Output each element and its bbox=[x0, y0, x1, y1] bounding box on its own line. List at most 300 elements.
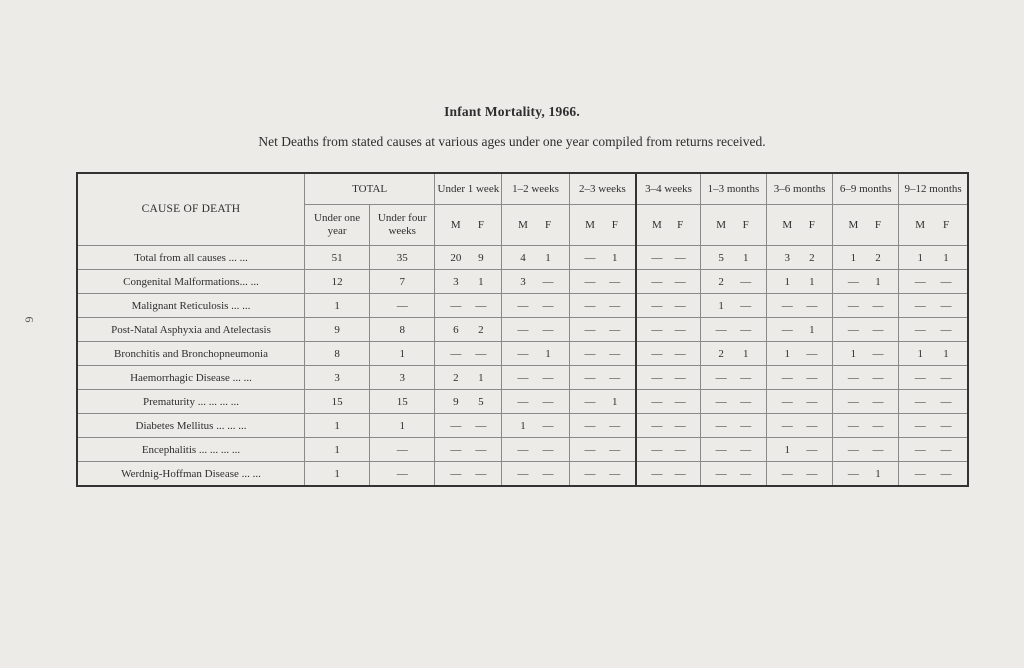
age-group-cell bbox=[636, 438, 700, 462]
age-group-cell bbox=[502, 438, 569, 462]
male-value: — bbox=[781, 323, 793, 336]
female-value: — bbox=[609, 443, 621, 456]
male-value: — bbox=[450, 419, 462, 432]
under-one-year-cell: 1 bbox=[305, 414, 370, 438]
age-group-cell bbox=[502, 414, 569, 438]
age-group-cell bbox=[899, 414, 968, 438]
age-group-cell bbox=[833, 246, 899, 270]
under-one-year-cell: 1 bbox=[305, 438, 370, 462]
under-one-year-cell: 12 bbox=[305, 270, 370, 294]
age-group-cell bbox=[700, 366, 766, 390]
male-value: — bbox=[651, 443, 663, 456]
under-four-weeks-cell: 1 bbox=[370, 414, 435, 438]
male-value: — bbox=[847, 419, 859, 432]
female-value: — bbox=[542, 443, 554, 456]
male-value: 20 bbox=[450, 251, 462, 264]
age-group-header: 2–3 weeks bbox=[569, 173, 636, 205]
male-value: 1 bbox=[784, 443, 791, 456]
female-value: 1 bbox=[943, 347, 949, 360]
female-value: — bbox=[609, 467, 621, 480]
age-group-cell bbox=[435, 270, 502, 294]
female-value: — bbox=[542, 323, 554, 336]
age-group-header: 1–3 months bbox=[700, 173, 766, 205]
female-value: — bbox=[806, 443, 818, 456]
male-value: — bbox=[651, 371, 663, 384]
male-value: 9 bbox=[453, 395, 459, 408]
table-row bbox=[77, 414, 968, 438]
female-value: 1 bbox=[875, 467, 881, 480]
female-value: — bbox=[806, 371, 818, 384]
age-group-cell bbox=[636, 390, 700, 414]
female-value: — bbox=[674, 299, 686, 312]
male-value: — bbox=[715, 323, 727, 336]
male-value: — bbox=[847, 467, 859, 480]
male-value: — bbox=[715, 371, 727, 384]
female-value: — bbox=[740, 299, 752, 312]
female-value: 1 bbox=[612, 395, 618, 408]
male-value: — bbox=[517, 371, 529, 384]
age-group-cell bbox=[435, 414, 502, 438]
male-value: — bbox=[584, 347, 596, 360]
total-header: TOTAL bbox=[305, 173, 435, 205]
male-value: 1 bbox=[784, 275, 791, 288]
female-value: 1 bbox=[612, 251, 618, 264]
female-value: 1 bbox=[545, 251, 551, 264]
female-value: — bbox=[674, 395, 686, 408]
male-header: M bbox=[518, 218, 528, 231]
male-value: 3 bbox=[453, 275, 459, 288]
sex-header-pair bbox=[502, 205, 569, 246]
female-value: 1 bbox=[809, 275, 815, 288]
female-value: 2 bbox=[875, 251, 881, 264]
male-value: — bbox=[914, 419, 926, 432]
age-group-cell bbox=[766, 390, 832, 414]
age-group-cell bbox=[833, 390, 899, 414]
female-value: — bbox=[674, 467, 686, 480]
female-value: — bbox=[475, 419, 487, 432]
under-four-weeks-cell: 35 bbox=[370, 246, 435, 270]
male-value: — bbox=[584, 419, 596, 432]
female-value: 1 bbox=[545, 347, 551, 360]
male-value: — bbox=[651, 395, 663, 408]
age-group-header: 3–6 months bbox=[766, 173, 832, 205]
male-value: — bbox=[584, 395, 596, 408]
under-one-year-cell: 9 bbox=[305, 318, 370, 342]
age-group-cell bbox=[766, 270, 832, 294]
under-four-weeks-cell: 8 bbox=[370, 318, 435, 342]
male-value: 1 bbox=[850, 251, 857, 264]
age-group-cell bbox=[833, 414, 899, 438]
under-four-weeks-cell: 15 bbox=[370, 390, 435, 414]
age-group-cell bbox=[766, 342, 832, 366]
female-value: 1 bbox=[742, 251, 749, 264]
male-value: — bbox=[517, 443, 529, 456]
age-group-cell bbox=[502, 270, 569, 294]
male-value: — bbox=[914, 299, 926, 312]
cause-of-death-header: CAUSE OF DEATH bbox=[77, 173, 305, 246]
under-four-weeks-cell: 1 bbox=[370, 342, 435, 366]
female-value: — bbox=[940, 275, 952, 288]
sex-header-pair bbox=[833, 205, 899, 246]
age-group-cell bbox=[435, 366, 502, 390]
page-number: 6 bbox=[22, 316, 37, 323]
age-group-cell bbox=[766, 366, 832, 390]
male-value: — bbox=[584, 299, 596, 312]
sex-header-pair bbox=[435, 205, 502, 246]
age-group-header: 3–4 weeks bbox=[636, 173, 700, 205]
female-value: 1 bbox=[478, 371, 484, 384]
male-value: — bbox=[715, 443, 727, 456]
male-value: — bbox=[847, 275, 859, 288]
age-group-cell bbox=[636, 414, 700, 438]
male-value: — bbox=[914, 467, 926, 480]
female-value: — bbox=[475, 467, 487, 480]
female-value: 1 bbox=[478, 275, 484, 288]
female-value: — bbox=[609, 347, 621, 360]
age-group-cell bbox=[569, 438, 636, 462]
cause-cell: Bronchitis and Bronchopneumonia bbox=[77, 342, 305, 366]
female-header: F bbox=[544, 218, 552, 231]
male-value: — bbox=[781, 419, 793, 432]
female-value: — bbox=[740, 443, 752, 456]
male-value: 3 bbox=[784, 251, 791, 264]
age-group-cell bbox=[502, 294, 569, 318]
male-value: — bbox=[651, 419, 663, 432]
male-value: — bbox=[517, 299, 529, 312]
page-subtitle: Net Deaths from stated causes at various ages under one year compiled from returns received. bbox=[258, 134, 766, 149]
cause-cell: Diabetes Mellitus ... ... ... bbox=[77, 414, 305, 438]
age-group-cell bbox=[766, 318, 832, 342]
female-value: — bbox=[940, 443, 952, 456]
male-value: — bbox=[584, 275, 596, 288]
male-value: 1 bbox=[850, 347, 857, 360]
cause-cell: Haemorrhagic Disease ... ... bbox=[77, 366, 305, 390]
male-value: — bbox=[651, 275, 663, 288]
female-value: — bbox=[542, 467, 554, 480]
age-group-cell bbox=[899, 366, 968, 390]
female-value: — bbox=[609, 299, 621, 312]
male-value: — bbox=[651, 299, 663, 312]
age-group-cell bbox=[636, 246, 700, 270]
age-group-cell bbox=[502, 246, 569, 270]
age-group-cell bbox=[833, 342, 899, 366]
male-header: M bbox=[651, 218, 662, 231]
male-value: — bbox=[715, 419, 727, 432]
under-one-year-cell: 15 bbox=[305, 390, 370, 414]
age-group-cell bbox=[833, 438, 899, 462]
age-group-cell bbox=[569, 462, 636, 487]
male-value: 4 bbox=[520, 251, 526, 264]
age-group-cell bbox=[636, 318, 700, 342]
age-group-cell bbox=[435, 462, 502, 487]
sex-header-pair bbox=[766, 205, 832, 246]
female-value: — bbox=[872, 371, 884, 384]
sex-header-pair bbox=[700, 205, 766, 246]
under-four-weeks-cell: — bbox=[370, 462, 435, 487]
female-header: F bbox=[477, 218, 484, 231]
under-one-year-cell: 3 bbox=[305, 366, 370, 390]
female-value: — bbox=[740, 419, 752, 432]
female-value: — bbox=[542, 275, 554, 288]
male-value: — bbox=[781, 371, 793, 384]
male-value: — bbox=[450, 299, 462, 312]
under-four-weeks-cell: — bbox=[370, 294, 435, 318]
age-group-cell bbox=[435, 294, 502, 318]
age-group-cell bbox=[636, 270, 700, 294]
age-group-cell bbox=[833, 294, 899, 318]
male-value: — bbox=[781, 395, 793, 408]
age-group-cell bbox=[899, 342, 968, 366]
table-row bbox=[77, 246, 968, 270]
age-group-cell bbox=[636, 366, 700, 390]
mortality-table bbox=[76, 172, 969, 487]
female-value: — bbox=[674, 371, 686, 384]
male-value: 1 bbox=[718, 299, 724, 312]
male-value: 1 bbox=[520, 419, 526, 432]
under-four-weeks-cell: 3 bbox=[370, 366, 435, 390]
male-value: — bbox=[651, 323, 663, 336]
female-value: — bbox=[872, 419, 884, 432]
male-value: — bbox=[584, 443, 596, 456]
female-value: — bbox=[940, 419, 952, 432]
age-group-cell bbox=[700, 462, 766, 487]
cause-cell: Prematurity ... ... ... ... bbox=[77, 390, 305, 414]
female-header: F bbox=[611, 218, 618, 231]
male-value: 2 bbox=[718, 347, 724, 360]
age-group-cell bbox=[899, 270, 968, 294]
male-value: 1 bbox=[917, 251, 923, 264]
age-group-cell bbox=[569, 318, 636, 342]
female-value: — bbox=[872, 323, 884, 336]
male-value: — bbox=[651, 251, 663, 264]
age-group-cell bbox=[899, 318, 968, 342]
female-value: — bbox=[940, 323, 952, 336]
age-group-cell bbox=[502, 342, 569, 366]
female-value: — bbox=[609, 323, 621, 336]
male-header: M bbox=[450, 218, 461, 231]
female-header: F bbox=[742, 218, 749, 231]
cause-cell: Post-Natal Asphyxia and Atelectasis bbox=[77, 318, 305, 342]
male-value: — bbox=[651, 347, 663, 360]
table-row bbox=[77, 270, 968, 294]
age-group-cell bbox=[899, 294, 968, 318]
male-value: — bbox=[781, 467, 793, 480]
under-four-weeks-cell: 7 bbox=[370, 270, 435, 294]
age-group-cell bbox=[766, 414, 832, 438]
female-value: — bbox=[940, 371, 952, 384]
age-group-header: 1–2 weeks bbox=[502, 173, 569, 205]
female-value: — bbox=[674, 323, 686, 336]
cause-cell: Malignant Reticulosis ... ... bbox=[77, 294, 305, 318]
cause-cell: Congenital Malformations... ... bbox=[77, 270, 305, 294]
table-row bbox=[77, 438, 968, 462]
age-group-cell bbox=[833, 366, 899, 390]
male-value: — bbox=[847, 443, 859, 456]
age-group-header: Under 1 week bbox=[435, 173, 502, 205]
age-group-cell bbox=[569, 294, 636, 318]
under-one-year-cell: 51 bbox=[305, 246, 370, 270]
female-value: — bbox=[740, 467, 752, 480]
female-header: F bbox=[942, 218, 950, 231]
age-group-cell bbox=[899, 390, 968, 414]
age-group-cell bbox=[636, 294, 700, 318]
male-header: M bbox=[585, 218, 595, 231]
age-group-cell bbox=[502, 462, 569, 487]
female-value: — bbox=[940, 299, 952, 312]
female-value: — bbox=[872, 443, 884, 456]
male-value: — bbox=[584, 323, 596, 336]
male-value: — bbox=[517, 467, 529, 480]
cause-cell: Total from all causes ... ... bbox=[77, 246, 305, 270]
age-group-cell bbox=[569, 246, 636, 270]
female-value: 1 bbox=[943, 251, 949, 264]
female-value: — bbox=[674, 275, 686, 288]
age-group-cell bbox=[833, 270, 899, 294]
table-row bbox=[77, 462, 968, 487]
age-group-cell bbox=[435, 318, 502, 342]
male-value: 1 bbox=[917, 347, 923, 360]
female-value: — bbox=[674, 443, 686, 456]
male-value: — bbox=[847, 395, 859, 408]
age-group-cell bbox=[569, 414, 636, 438]
female-value: — bbox=[940, 395, 952, 408]
under-four-weeks-header: Under four weeks bbox=[370, 205, 435, 246]
age-group-cell bbox=[502, 318, 569, 342]
age-group-cell bbox=[700, 246, 766, 270]
female-value: — bbox=[806, 299, 818, 312]
female-value: — bbox=[475, 347, 487, 360]
under-four-weeks-cell: — bbox=[370, 438, 435, 462]
female-value: — bbox=[940, 467, 952, 480]
female-value: — bbox=[674, 347, 686, 360]
female-value: — bbox=[872, 299, 884, 312]
male-value: — bbox=[450, 443, 462, 456]
age-group-cell bbox=[502, 390, 569, 414]
male-value: — bbox=[914, 443, 926, 456]
age-group-cell bbox=[766, 462, 832, 487]
female-value: — bbox=[740, 275, 752, 288]
age-group-cell bbox=[700, 270, 766, 294]
age-group-cell bbox=[435, 390, 502, 414]
cause-cell: Encephalitis ... ... ... ... bbox=[77, 438, 305, 462]
female-value: — bbox=[609, 371, 621, 384]
age-group-cell bbox=[700, 318, 766, 342]
age-group-cell bbox=[700, 438, 766, 462]
table-row bbox=[77, 390, 968, 414]
table-row bbox=[77, 366, 968, 390]
female-value: 2 bbox=[809, 251, 815, 264]
male-value: — bbox=[847, 371, 859, 384]
male-value: 2 bbox=[453, 371, 459, 384]
sex-header-pair bbox=[636, 205, 700, 246]
female-value: — bbox=[806, 395, 818, 408]
age-group-cell bbox=[569, 270, 636, 294]
male-value: 6 bbox=[453, 323, 459, 336]
age-group-cell bbox=[700, 390, 766, 414]
age-group-cell bbox=[502, 366, 569, 390]
female-value: 1 bbox=[742, 347, 749, 360]
male-value: — bbox=[914, 323, 926, 336]
cause-cell: Werdnig-Hoffman Disease ... ... bbox=[77, 462, 305, 487]
table-row bbox=[77, 294, 968, 318]
female-value: — bbox=[806, 419, 818, 432]
age-group-cell bbox=[700, 294, 766, 318]
age-group-cell bbox=[569, 390, 636, 414]
sex-header-pair bbox=[899, 205, 968, 246]
male-value: — bbox=[914, 275, 926, 288]
male-value: — bbox=[517, 347, 529, 360]
male-header: M bbox=[848, 218, 859, 231]
female-value: — bbox=[609, 419, 621, 432]
male-value: 2 bbox=[718, 275, 724, 288]
male-value: — bbox=[584, 371, 596, 384]
age-group-cell bbox=[569, 366, 636, 390]
female-header: F bbox=[874, 218, 882, 231]
female-value: — bbox=[740, 395, 752, 408]
female-value: 1 bbox=[809, 323, 815, 336]
male-value: 1 bbox=[784, 347, 791, 360]
age-group-cell bbox=[700, 342, 766, 366]
under-one-year-header: Under one year bbox=[305, 205, 370, 246]
female-value: — bbox=[740, 371, 752, 384]
female-value: — bbox=[872, 347, 884, 360]
age-group-cell bbox=[766, 438, 832, 462]
table-row bbox=[77, 342, 968, 366]
female-value: 9 bbox=[478, 251, 484, 264]
age-group-cell bbox=[899, 462, 968, 487]
age-group-cell bbox=[435, 438, 502, 462]
female-value: — bbox=[542, 299, 554, 312]
female-value: — bbox=[674, 419, 686, 432]
under-one-year-cell: 1 bbox=[305, 462, 370, 487]
female-value: — bbox=[872, 395, 884, 408]
female-value: 2 bbox=[478, 323, 484, 336]
age-group-cell bbox=[636, 462, 700, 487]
age-group-cell bbox=[636, 342, 700, 366]
male-header: M bbox=[782, 218, 793, 231]
female-value: — bbox=[740, 323, 752, 336]
sex-header-pair bbox=[569, 205, 636, 246]
male-value: — bbox=[715, 467, 727, 480]
male-value: 5 bbox=[718, 251, 724, 264]
male-value: — bbox=[847, 299, 859, 312]
age-group-cell bbox=[833, 462, 899, 487]
female-value: — bbox=[542, 371, 554, 384]
age-group-header: 9–12 months bbox=[899, 173, 968, 205]
female-value: — bbox=[806, 467, 818, 480]
female-value: — bbox=[806, 347, 818, 360]
male-header: M bbox=[716, 218, 727, 231]
age-group-cell bbox=[435, 246, 502, 270]
male-value: 3 bbox=[520, 275, 526, 288]
table-row bbox=[77, 318, 968, 342]
under-one-year-cell: 1 bbox=[305, 294, 370, 318]
age-group-cell bbox=[899, 246, 968, 270]
male-value: — bbox=[914, 395, 926, 408]
male-header: M bbox=[915, 218, 926, 231]
male-value: — bbox=[517, 395, 529, 408]
under-one-year-cell: 8 bbox=[305, 342, 370, 366]
female-value: — bbox=[609, 275, 621, 288]
female-value: 5 bbox=[478, 395, 484, 408]
female-value: — bbox=[542, 395, 554, 408]
male-value: — bbox=[914, 371, 926, 384]
female-header: F bbox=[808, 218, 815, 231]
male-value: — bbox=[450, 347, 462, 360]
male-value: — bbox=[715, 395, 727, 408]
female-header: F bbox=[677, 218, 684, 231]
age-group-cell bbox=[766, 294, 832, 318]
